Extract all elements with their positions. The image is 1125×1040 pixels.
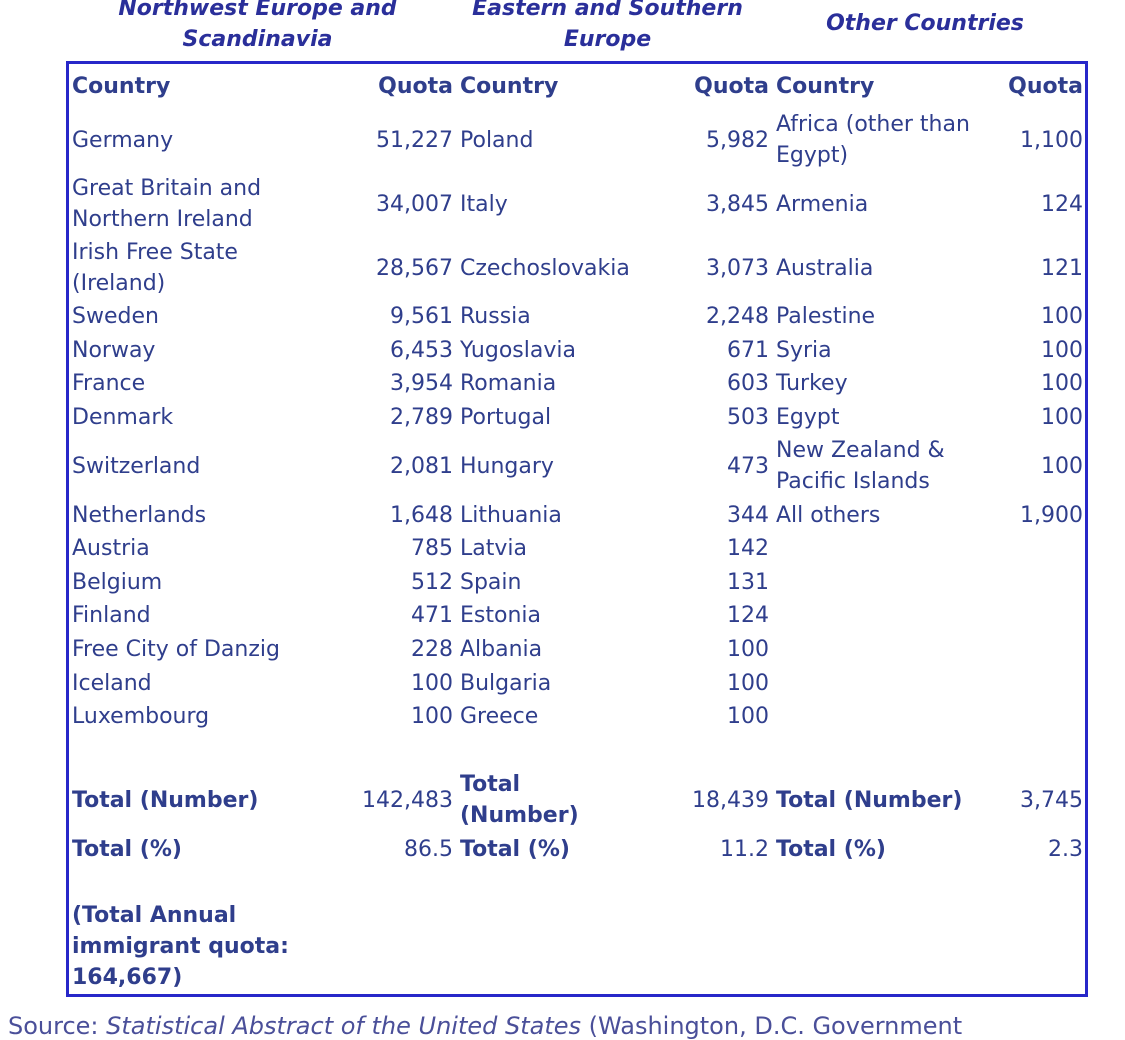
source-citation — [8, 1012, 962, 1040]
country-cell: Portugal — [460, 405, 552, 431]
quota-cell: 28,567 — [376, 255, 453, 281]
quota-cell — [1001, 532, 1085, 566]
table-row — [69, 532, 1085, 566]
column-header-quota: Quota — [378, 73, 453, 99]
quota-cell: 100 — [411, 704, 453, 730]
country-cell: All others — [776, 502, 881, 528]
immigration-quota-table — [69, 64, 1085, 993]
quota-cell: 5,982 — [706, 127, 769, 153]
quota-cell: 3,073 — [706, 255, 769, 281]
quota-cell: 671 — [727, 337, 769, 363]
country-cell — [773, 532, 1001, 566]
country-cell: Poland — [460, 127, 534, 153]
table-row — [69, 566, 1085, 600]
quota-cell: 100 — [727, 670, 769, 696]
total-number-value: 3,745 — [1020, 787, 1083, 813]
table-row — [69, 599, 1085, 633]
table-row — [69, 633, 1085, 667]
country-cell: Turkey — [776, 371, 848, 397]
country-cell: Albania — [460, 637, 543, 663]
country-cell: Australia — [776, 255, 874, 281]
quota-cell: 100 — [1041, 304, 1083, 330]
quota-cell: 785 — [411, 536, 453, 562]
total-percent-value: 2.3 — [1048, 837, 1083, 863]
country-cell: Armenia — [776, 191, 869, 217]
spacer-row — [69, 734, 1085, 768]
header-row — [69, 64, 1085, 108]
country-cell: Estonia — [460, 603, 541, 629]
table-row — [69, 367, 1085, 401]
country-cell: Egypt — [776, 405, 840, 431]
quota-cell: 100 — [1041, 337, 1083, 363]
table-row — [69, 108, 1085, 172]
quota-cell: 1,100 — [1020, 127, 1083, 153]
quota-cell — [1001, 633, 1085, 667]
quota-cell: 142 — [727, 536, 769, 562]
total-percent-label: Total (%) — [460, 837, 570, 863]
quota-cell: 100 — [411, 670, 453, 696]
quota-cell: 124 — [727, 603, 769, 629]
total-number-value: 142,483 — [362, 787, 453, 813]
group-heading-eastern-southern-europe: Eastern and Southern Europe — [472, 0, 743, 52]
country-cell: Greece — [460, 704, 539, 730]
grand-total-note: (Total Annual immigrant quota: 164,667) — [72, 902, 289, 990]
country-cell: Czechoslovakia — [460, 255, 630, 281]
total-percent-label: Total (%) — [72, 837, 182, 863]
quota-cell — [1001, 666, 1085, 700]
table-row — [69, 236, 1085, 300]
country-cell: Denmark — [72, 405, 174, 431]
source-suffix: (Washington, D.C. Government — [581, 1012, 963, 1040]
country-cell: Austria — [72, 536, 150, 562]
quota-cell: 3,954 — [390, 371, 453, 397]
column-header-quota: Quota — [1008, 73, 1083, 99]
table-row — [69, 434, 1085, 498]
quota-cell: 473 — [727, 453, 769, 479]
country-cell: Irish Free State (Ireland) — [72, 240, 238, 296]
quota-cell: 228 — [411, 637, 453, 663]
country-cell: Bulgaria — [460, 670, 552, 696]
total-number-label: Total (Number) — [72, 787, 259, 813]
total-percent-value: 11.2 — [720, 837, 769, 863]
country-cell: New Zealand & Pacific Islands — [776, 438, 945, 495]
country-cell: Africa (other than Egypt) — [776, 112, 970, 168]
quota-cell: 2,081 — [390, 453, 453, 479]
table-row — [69, 401, 1085, 435]
table-row — [69, 334, 1085, 368]
quota-cell: 121 — [1041, 255, 1083, 281]
country-cell: Switzerland — [72, 453, 201, 479]
quota-cell: 512 — [411, 569, 453, 595]
country-cell: Russia — [460, 304, 531, 330]
country-cell: Syria — [776, 337, 832, 363]
grand-total-row — [69, 900, 1085, 993]
country-cell: Free City of Danzig — [72, 637, 280, 663]
quota-cell: 34,007 — [376, 191, 453, 217]
quota-cell: 100 — [1041, 453, 1083, 479]
column-header-quota: Quota — [694, 73, 769, 99]
group-heading-northwest-europe: Northwest Europe and Scandinavia — [118, 0, 397, 52]
quota-cell: 9,561 — [390, 304, 453, 330]
country-cell: Sweden — [72, 304, 159, 330]
country-cell: Luxembourg — [72, 704, 210, 730]
country-cell: Iceland — [72, 670, 152, 696]
quota-cell: 603 — [727, 371, 769, 397]
total-percent-value: 86.5 — [404, 837, 453, 863]
country-cell: Norway — [72, 337, 156, 363]
total-number-label: Total (Number) — [460, 772, 579, 829]
quota-cell — [1001, 599, 1085, 633]
quota-cell — [1001, 566, 1085, 600]
country-cell: Belgium — [72, 569, 163, 595]
total-percent-row — [69, 833, 1085, 867]
quota-cell: 124 — [1041, 191, 1083, 217]
country-cell: Germany — [72, 127, 174, 153]
country-cell: Spain — [460, 569, 522, 595]
group-heading-other-countries: Other Countries — [826, 11, 1024, 36]
quota-cell: 100 — [1041, 405, 1083, 431]
quota-cell — [1001, 700, 1085, 734]
country-cell — [773, 700, 1001, 734]
quota-cell: 6,453 — [390, 337, 453, 363]
quota-cell: 2,789 — [390, 405, 453, 431]
table-row — [69, 300, 1085, 334]
country-cell: Hungary — [460, 453, 554, 479]
quota-cell: 1,648 — [390, 502, 453, 528]
total-percent-label: Total (%) — [776, 837, 886, 863]
country-cell — [773, 599, 1001, 633]
quota-cell: 2,248 — [706, 304, 769, 330]
table-row — [69, 172, 1085, 236]
source-prefix: Source: — [8, 1012, 107, 1040]
country-cell: France — [72, 371, 146, 397]
quota-cell: 100 — [1041, 371, 1083, 397]
table-row — [69, 498, 1085, 532]
total-number-value: 18,439 — [692, 787, 769, 813]
country-cell: Latvia — [460, 536, 527, 562]
quota-cell: 131 — [727, 569, 769, 595]
quota-cell: 1,900 — [1020, 502, 1083, 528]
country-cell — [773, 633, 1001, 667]
country-cell: Great Britain and Northern Ireland — [72, 176, 262, 232]
column-header-country: Country — [72, 73, 171, 99]
column-header-country: Country — [776, 73, 875, 99]
country-cell: Netherlands — [72, 502, 207, 528]
country-cell: Palestine — [776, 304, 876, 330]
country-cell: Italy — [460, 191, 508, 217]
quota-cell: 344 — [727, 502, 769, 528]
column-header-country: Country — [460, 73, 559, 99]
table-row — [69, 700, 1085, 734]
country-cell: Yugoslavia — [460, 337, 576, 363]
total-number-label: Total (Number) — [776, 787, 963, 813]
country-cell: Finland — [72, 603, 151, 629]
country-cell — [773, 566, 1001, 600]
spacer-row — [69, 867, 1085, 900]
total-number-row — [69, 768, 1085, 833]
country-cell — [773, 666, 1001, 700]
quota-cell: 471 — [411, 603, 453, 629]
country-cell: Romania — [460, 371, 557, 397]
quota-cell: 100 — [727, 637, 769, 663]
table-row — [69, 666, 1085, 700]
country-cell: Lithuania — [460, 502, 562, 528]
source-title: Statistical Abstract of the United States — [106, 1012, 582, 1040]
quota-cell: 51,227 — [376, 127, 453, 153]
quota-cell: 503 — [727, 405, 769, 431]
quota-cell: 100 — [727, 704, 769, 730]
quota-cell: 3,845 — [706, 191, 769, 217]
